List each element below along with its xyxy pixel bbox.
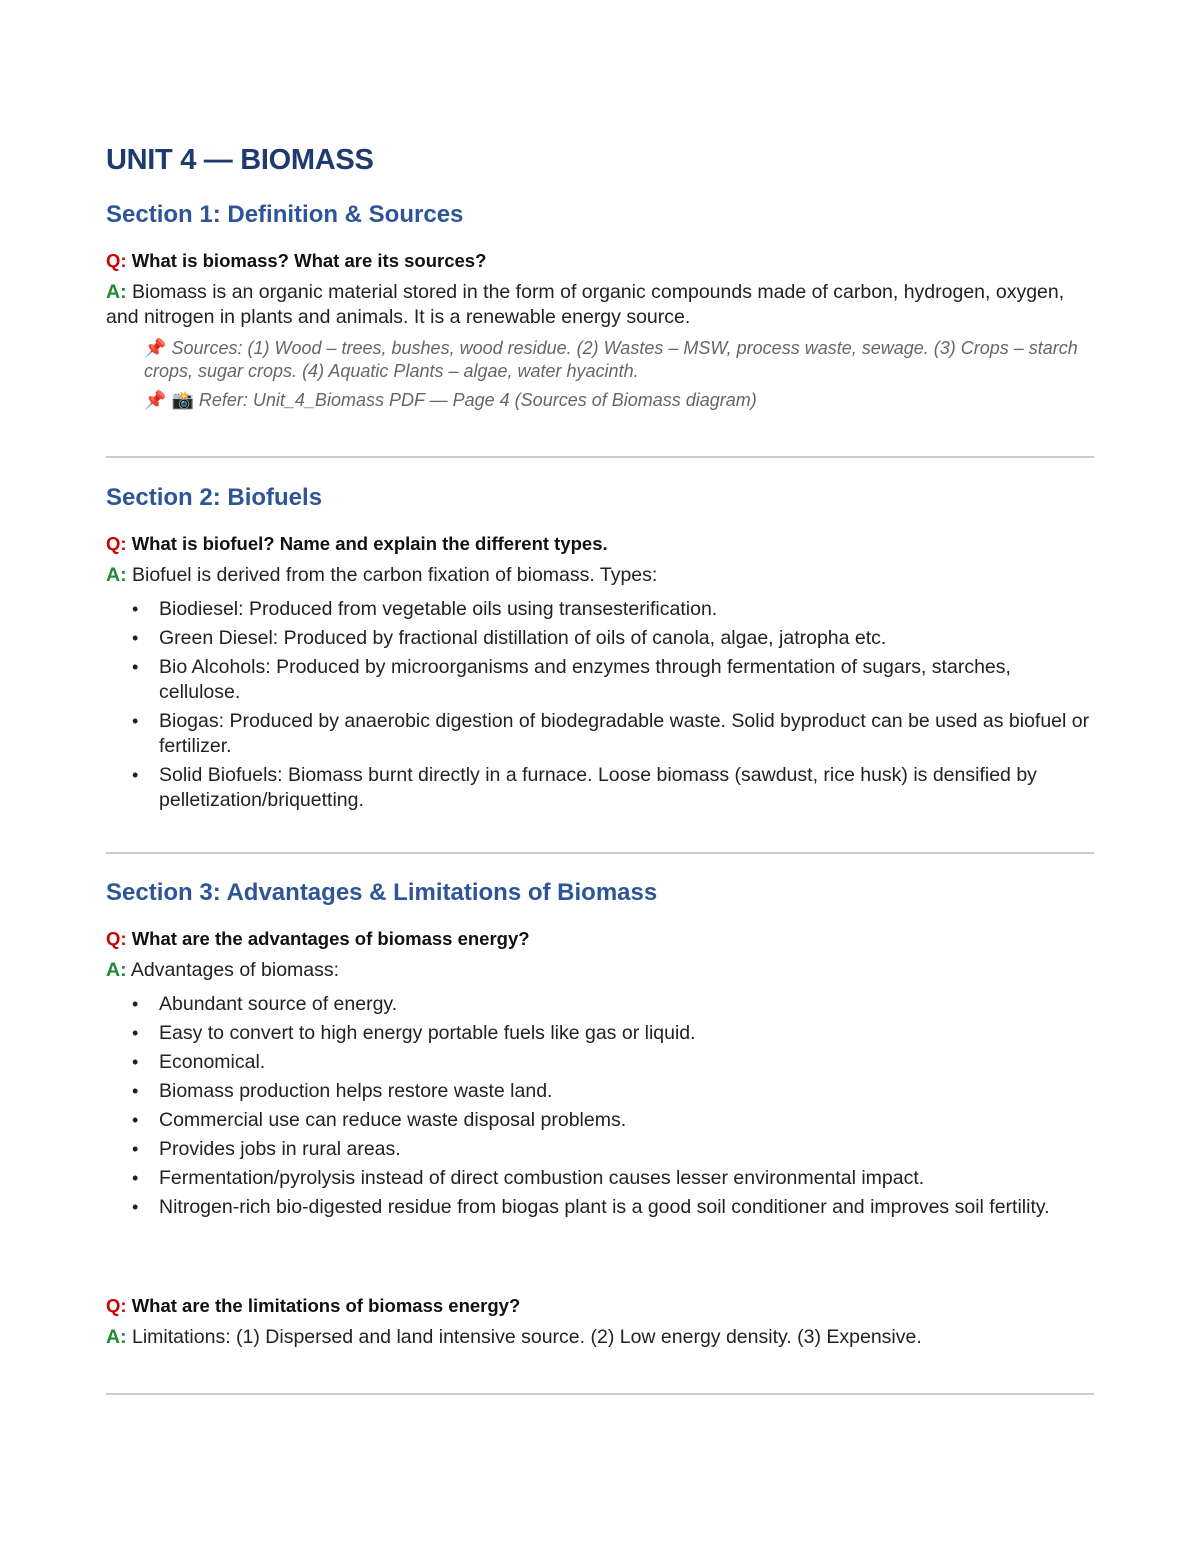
list-item: • Commercial use can reduce waste disposal problems. bbox=[106, 1108, 1094, 1133]
list-item: • Fermentation/pyrolysis instead of direct combustion causes lesser environmental impact. bbox=[106, 1166, 1094, 1191]
section-2-question bbox=[106, 531, 1094, 557]
q-label: Q: bbox=[106, 1295, 127, 1316]
section-3-title: Section 3: Advantages & Limitations of Biomass bbox=[106, 879, 658, 906]
a-label: A: bbox=[106, 564, 127, 586]
list-item: • Biomass production helps restore waste land. bbox=[106, 1079, 1094, 1104]
refer-note-text: Refer: Unit_4_Biomass PDF — Page 4 (Sources of Biomass diagram) bbox=[198, 390, 757, 410]
section-3-answer bbox=[106, 958, 1094, 983]
advantages-list bbox=[106, 992, 1094, 1220]
camera-flash-icon: 📸 bbox=[171, 390, 194, 410]
a-label: A: bbox=[106, 1326, 127, 1348]
section-3 bbox=[106, 877, 1094, 1224]
section-2-title: Section 2: Biofuels bbox=[106, 484, 323, 511]
section-divider bbox=[106, 456, 1094, 458]
document-content bbox=[106, 140, 1094, 1348]
section-1-question bbox=[106, 248, 1094, 274]
question-text: What are the limitations of biomass energy? bbox=[131, 1295, 521, 1316]
list-item: • Abundant source of energy. bbox=[106, 992, 1094, 1017]
section-divider bbox=[106, 852, 1094, 854]
q-label: Q: bbox=[106, 928, 127, 949]
q-label: Q: bbox=[106, 250, 127, 271]
list-item: • Green Diesel: Produced by fractional distillation of oils of canola, algae, jatropha etc. bbox=[106, 626, 1094, 651]
list-item: • Easy to convert to high energy portable fuels like gas or liquid. bbox=[106, 1021, 1094, 1046]
list-item: • Nitrogen-rich bio-digested residue from biogas plant is a good soil conditioner and improves soil fertility. bbox=[106, 1195, 1094, 1220]
sources-note bbox=[144, 337, 1094, 383]
a-label: A: bbox=[106, 281, 127, 303]
section-1-title: Section 1: Definition & Sources bbox=[106, 201, 464, 228]
sources-note-text: Sources: (1) Wood – trees, bushes, wood residue. (2) Wastes – MSW, process waste, sewage. (3) Crops – starch crops, sugar crops. (4) Aquatic Plants – algae, water hyacinth. bbox=[144, 338, 1078, 381]
answer-text: Advantages of biomass: bbox=[130, 959, 340, 981]
limitations-question bbox=[106, 1293, 1094, 1319]
q-label: Q: bbox=[106, 533, 127, 554]
pushpin-icon: 📌 bbox=[144, 390, 167, 410]
list-item: • Bio Alcohols: Produced by microorganisms and enzymes through fermentation of sugars, starches, cellulose. bbox=[106, 655, 1094, 705]
answer-text: Limitations: (1) Dispersed and land intensive source. (2) Low energy density. (3) Expensive. bbox=[132, 1326, 922, 1348]
limitations-block bbox=[106, 1293, 1094, 1350]
list-item: • Economical. bbox=[106, 1050, 1094, 1075]
question-text: What is biofuel? Name and explain the different types. bbox=[131, 533, 608, 554]
question-text: What are the advantages of biomass energy? bbox=[131, 928, 530, 949]
section-3-question bbox=[106, 926, 1094, 952]
biofuel-types-list bbox=[106, 597, 1094, 813]
a-label: A: bbox=[106, 959, 127, 981]
limitations-answer bbox=[106, 1325, 1094, 1350]
list-item: • Provides jobs in rural areas. bbox=[106, 1137, 1094, 1162]
section-2-answer bbox=[106, 563, 1094, 588]
list-item: • Biogas: Produced by anaerobic digestion of biodegradable waste. Solid byproduct can be used as biofuel or fertilizer. bbox=[106, 709, 1094, 759]
list-item: • Biodiesel: Produced from vegetable oils using transesterification. bbox=[106, 597, 1094, 622]
answer-text: Biomass is an organic material stored in the form of organic compounds made of carbon, hydrogen, oxygen, and nitrogen in plants and animals. It is a renewable energy source. bbox=[106, 281, 1065, 328]
question-text: What is biomass? What are its sources? bbox=[131, 250, 487, 271]
list-item: • Solid Biofuels: Biomass burnt directly in a furnace. Loose biomass (sawdust, rice husk) is densified by pelletization/briquetting. bbox=[106, 763, 1094, 813]
section-divider bbox=[106, 1393, 1094, 1395]
unit-title: UNIT 4 — BIOMASS bbox=[106, 144, 374, 176]
refer-note bbox=[144, 389, 1094, 412]
section-1-answer bbox=[106, 280, 1094, 330]
answer-text: Biofuel is derived from the carbon fixation of biomass. Types: bbox=[132, 564, 658, 586]
section-2 bbox=[106, 482, 1094, 817]
section-1 bbox=[106, 199, 1094, 412]
pushpin-icon: 📌 bbox=[144, 338, 167, 358]
